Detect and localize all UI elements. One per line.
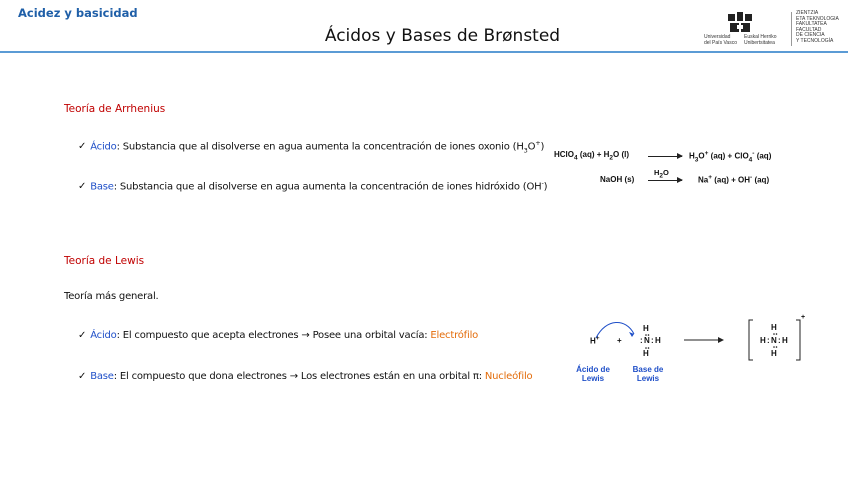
superscript: + (535, 139, 541, 147)
svg-text:H: H (643, 324, 649, 333)
lewis-base-definition (78, 371, 532, 382)
arrhenius-heading: Teoría de Arrhenius (64, 103, 166, 115)
superscript: - (541, 179, 544, 187)
acid-term: Ácido (90, 330, 117, 341)
check-icon: ✓ (78, 141, 87, 153)
eq-text: H (590, 336, 596, 346)
base-text-after: ) (543, 181, 548, 193)
check-icon: ✓ (78, 330, 87, 341)
svg-text:N: N (644, 336, 650, 345)
electron-pair-arrow-icon (596, 322, 634, 338)
eq-text: (aq) + ClO (708, 151, 749, 161)
faculty-line: DE CIENCIA (796, 32, 825, 39)
ammonium-structure (760, 323, 788, 358)
section-tag: Acidez y basicidad (18, 6, 138, 20)
base-text: : El compuesto que dona electrones → Los electrones están en una orbital π: (113, 371, 485, 382)
reaction-arrow-icon (648, 180, 682, 181)
logo-university-eu-2: Unibertsitatea (744, 39, 775, 46)
acid-text: : Substancia que al disolverse en agua aumenta la concentración de iones oxonio (H (116, 141, 524, 153)
base-term: Base (90, 181, 114, 193)
svg-text:N: N (771, 336, 777, 345)
logo-university-eu-1: Euskal Herriko (744, 34, 777, 40)
lewis-base-label (626, 365, 670, 383)
svg-text::: : (778, 336, 781, 345)
eq-text: H (654, 168, 660, 177)
university-emblem-icon (726, 12, 754, 34)
subscript: 3 (694, 156, 699, 164)
equation-2-reactants: NaOH (s) (600, 175, 635, 184)
subscript: 4 (574, 154, 578, 162)
eq-text: HClO (554, 150, 574, 159)
svg-text::: : (651, 336, 654, 345)
superscript: + (595, 335, 600, 342)
check-icon: ✓ (78, 181, 87, 193)
eq-text: (aq) (752, 175, 770, 185)
eq-text: (aq) (754, 151, 772, 161)
svg-text::: : (767, 336, 770, 345)
eq-text: H (689, 151, 695, 161)
reaction-arrowhead-icon (718, 337, 724, 343)
eq-text: Na (698, 175, 709, 185)
faculty-line: ETA TEKNOLOGIA (796, 15, 839, 22)
logo-university-es-1: Universidad (704, 34, 731, 40)
label-line: Ácido de (576, 365, 610, 374)
check-icon: ✓ (78, 371, 87, 382)
subscript: 2 (659, 172, 664, 180)
faculty-line: Y TECNOLOGÍA (796, 37, 834, 44)
base-term: Base (90, 371, 114, 382)
subscript: 4 (748, 156, 753, 164)
eq-text: (aq) + OH (712, 175, 751, 185)
superscript: - (750, 174, 753, 181)
lewis-acid-label (570, 365, 616, 383)
label-line: Lewis (581, 374, 605, 383)
faculty-line: ZIENTZIA (796, 10, 819, 16)
svg-text:H: H (782, 336, 788, 345)
arrhenius-base-definition (78, 179, 547, 192)
acid-text: : El compuesto que acepta electrones → Posee una orbital vacía: (116, 330, 431, 341)
arrhenius-acid-definition (78, 139, 544, 154)
lewis-acid-definition (78, 330, 478, 341)
superscript: - (752, 150, 755, 157)
lewis-intro: Teoría más general. (64, 291, 159, 302)
reaction-arrow-icon (648, 156, 682, 157)
equation-2-products (698, 174, 769, 185)
superscript: + (704, 150, 709, 157)
acid-term: Ácido (90, 141, 117, 153)
eq-text: O (663, 168, 669, 177)
label-line: Lewis (636, 374, 660, 383)
product-charge: + (801, 314, 806, 321)
slide-title: Ácidos y Bases de Brønsted (324, 26, 561, 46)
plus-sign: + (617, 336, 622, 345)
eq-text: (aq) + H (577, 150, 610, 159)
base-text: : Substancia que al disolverse en agua aumenta la concentración de iones hidróxido (OH (113, 181, 542, 193)
equation-2-condition (654, 168, 669, 180)
electrophile-term: Electrófilo (430, 330, 479, 341)
eq-text: O (698, 151, 705, 161)
left-bracket-icon (749, 320, 753, 360)
label-line: Base de (632, 365, 664, 374)
right-bracket-icon (796, 320, 800, 360)
lewis-reaction-diagram (560, 312, 820, 392)
faculty-line: FAKULTATEA (796, 21, 827, 28)
equation-1-products (689, 150, 771, 163)
ammonia-structure (640, 324, 661, 358)
lewis-heading: Teoría de Lewis (64, 255, 145, 267)
nucleophile-term: Nucleófilo (484, 371, 533, 382)
equation-1-reactants (554, 150, 629, 162)
subscript: 2 (609, 154, 614, 162)
svg-text:H: H (655, 336, 661, 345)
subscript: 3 (523, 146, 528, 155)
superscript: + (708, 174, 713, 181)
svg-text:H: H (771, 323, 777, 332)
university-logo (704, 10, 844, 50)
eq-text: O (l) (613, 150, 630, 159)
faculty-line: FACULTAD (796, 26, 822, 33)
svg-text:H: H (643, 349, 649, 358)
acid-text-mid: O (527, 141, 536, 153)
svg-text::: : (640, 336, 643, 345)
logo-separator (791, 12, 792, 46)
logo-university-es-2: del País Vasco (704, 39, 737, 46)
acid-text-after: ) (540, 141, 545, 153)
svg-text:H: H (771, 349, 777, 358)
header-divider (0, 51, 848, 53)
svg-text:H: H (760, 336, 766, 345)
